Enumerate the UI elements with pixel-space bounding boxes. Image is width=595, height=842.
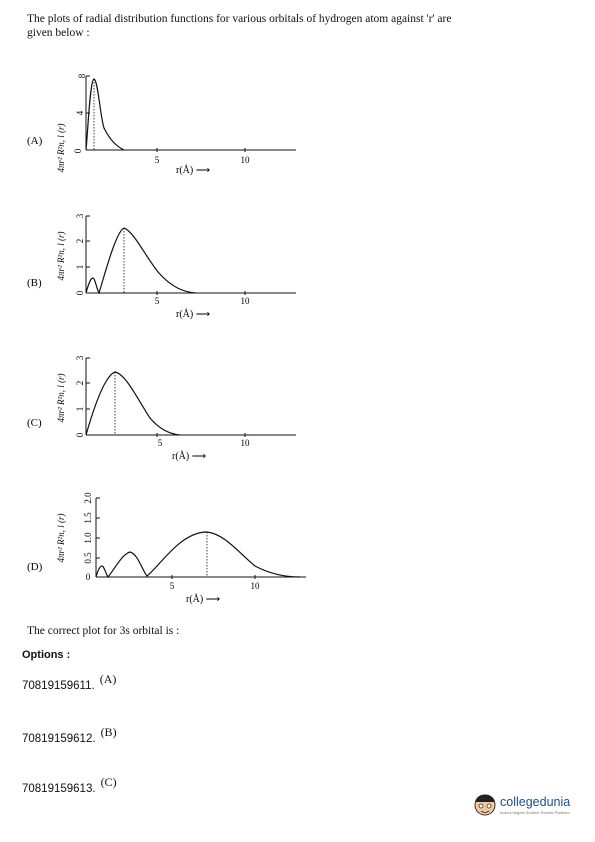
- option-2-id: 70819159612.: [22, 733, 96, 745]
- plot-a-ytick-label-2: 8: [77, 73, 87, 79]
- brand-tagline: India's largest Student Review Platform: [500, 810, 570, 815]
- plot-c-svg: [0, 352, 595, 467]
- plot-d-xlabel: r(Å) ⟶: [186, 594, 221, 605]
- plot-d-ytick-label-2: 1.0: [83, 532, 93, 544]
- plot-d-curve: [96, 532, 300, 577]
- plot-d-ytick-label-3: 1.5: [83, 512, 93, 524]
- plot-b-curve: [86, 228, 196, 293]
- plot-d: [0, 492, 595, 607]
- plot-a-curve: [86, 79, 124, 150]
- plot-a-xtick-label-5: 5: [154, 155, 160, 165]
- brand-name: collegedunia: [500, 795, 571, 809]
- plot-b-ytick-label-2: 2: [75, 238, 85, 244]
- plot-c: [0, 352, 595, 467]
- plot-a-xlabel: r(Å) ⟶: [176, 165, 211, 176]
- plot-d-ytick-label-1: 0.5: [83, 552, 93, 564]
- plot-d-xtick-label-10: 10: [250, 581, 260, 591]
- plot-c-ytick-label-2: 2: [75, 380, 85, 386]
- plot-c-ylabel: 4πr² R²n, l (r): [56, 373, 66, 423]
- option-2[interactable]: [22, 725, 117, 746]
- plot-b-ytick-label-0: 0: [75, 290, 85, 296]
- plot-a-ytick-label-1: 4: [75, 110, 85, 116]
- plot-b-ytick-label-1: 1: [75, 264, 85, 270]
- plot-c-curve: [86, 372, 180, 435]
- plot-a-xtick-label-10: 10: [240, 155, 250, 165]
- question-line-1: The plots of radial distribution functions for various orbitals of hydrogen atom against 'r' are: [27, 13, 452, 25]
- plot-c-label: (C): [27, 417, 42, 429]
- plot-b-xtick-label-5: 5: [154, 296, 160, 306]
- option-3-id: 70819159613.: [22, 783, 96, 795]
- plot-a: [0, 70, 595, 185]
- plot-c-ytick-label-1: 1: [75, 406, 85, 412]
- plot-a-svg: [0, 70, 595, 185]
- plot-b-xlabel: r(Å) ⟶: [176, 309, 211, 320]
- plot-d-xtick-label-5: 5: [169, 581, 175, 591]
- plot-c-ytick-label-3: 3: [75, 355, 85, 361]
- option-3-label: (C): [100, 775, 117, 789]
- plot-d-label: (D): [27, 561, 43, 573]
- question-text: [27, 12, 467, 40]
- plot-b: [0, 210, 595, 325]
- plot-d-ytick-label-0: 0: [85, 572, 91, 582]
- plot-b-ylabel: 4πr² R²n, l (r): [56, 231, 66, 281]
- plot-b-svg: [0, 210, 595, 325]
- option-1-label: (A): [99, 672, 117, 686]
- plot-d-svg: [0, 492, 595, 607]
- brand-logo: [472, 788, 582, 822]
- plot-b-xtick-label-10: 10: [240, 296, 250, 306]
- question-line-2: given below :: [27, 27, 90, 39]
- plot-d-ylabel: 4πr² R²n, l (r): [56, 513, 66, 563]
- option-1[interactable]: [22, 672, 117, 693]
- mascot-icon: [472, 790, 500, 820]
- plot-a-label: (A): [27, 135, 43, 147]
- plot-c-xlabel: r(Å) ⟶: [172, 451, 207, 462]
- plot-c-xtick-label-5: 5: [157, 438, 163, 448]
- option-3[interactable]: [22, 775, 117, 796]
- plot-c-ytick-label-0: 0: [75, 432, 85, 438]
- plot-a-ylabel: 4πr² R²n, l (r): [56, 123, 66, 173]
- correct-prompt: The correct plot for 3s orbital is :: [27, 625, 180, 637]
- option-2-label: (B): [100, 725, 117, 739]
- plot-b-label: (B): [27, 277, 42, 289]
- options-heading: Options :: [22, 649, 71, 661]
- option-1-id: 70819159611.: [22, 680, 95, 692]
- plot-d-ytick-label-4: 2.0: [83, 492, 93, 504]
- plot-a-ytick-label-0: 0: [73, 148, 83, 154]
- plot-c-xtick-label-10: 10: [240, 438, 250, 448]
- plot-b-ytick-label-3: 3: [75, 213, 85, 219]
